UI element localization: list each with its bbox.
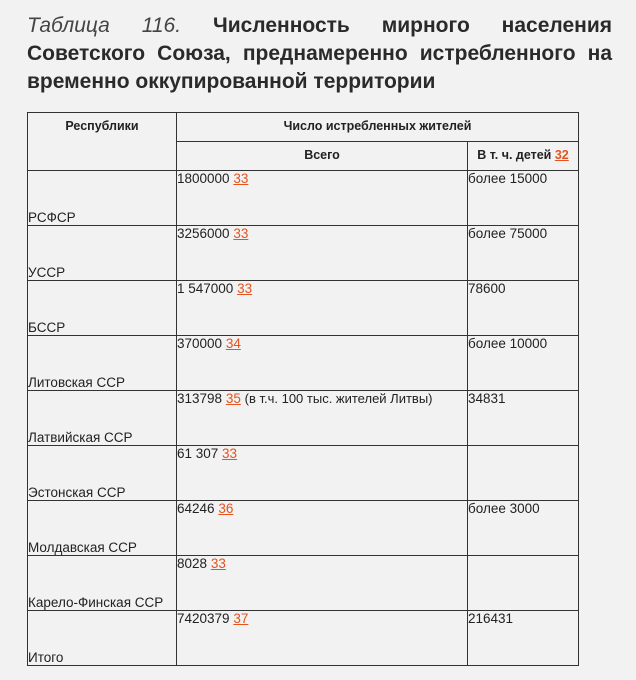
children-cell bbox=[468, 556, 579, 611]
header-republics: Республики bbox=[28, 113, 177, 171]
total-cell bbox=[177, 556, 468, 611]
total-cell bbox=[177, 611, 468, 666]
total-note: (в т.ч. 100 тыс. жителей Литвы) bbox=[244, 391, 433, 406]
total-value: 1800000 bbox=[177, 171, 230, 186]
republic-cell: Молдавская ССР bbox=[28, 501, 177, 556]
republic-cell: Карело-Финская ССР bbox=[28, 556, 177, 611]
children-cell: 78600 bbox=[468, 281, 579, 336]
footnote-link[interactable]: 33 bbox=[237, 281, 253, 296]
republic-cell: Итого bbox=[28, 611, 177, 666]
table-row bbox=[28, 501, 579, 556]
footnote-link[interactable]: 33 bbox=[233, 226, 249, 241]
table-row bbox=[28, 611, 579, 666]
table-body bbox=[28, 171, 579, 666]
children-cell bbox=[468, 446, 579, 501]
total-cell bbox=[177, 391, 468, 446]
table-row bbox=[28, 391, 579, 446]
republic-cell: УССР bbox=[28, 226, 177, 281]
total-value: 64246 bbox=[177, 501, 215, 516]
footnote-link[interactable]: 37 bbox=[233, 611, 249, 626]
caption-prefix: Таблица 116. bbox=[27, 14, 182, 37]
caption-title: Численность мирного населения Советского Союза, преднамеренно истребленного на временно оккупированной территории bbox=[27, 14, 612, 93]
total-value: 61 307 bbox=[177, 446, 223, 461]
header-children-label: В т. ч. детей bbox=[477, 148, 552, 162]
total-value: 370000 bbox=[177, 336, 223, 351]
table-row bbox=[28, 281, 579, 336]
total-cell bbox=[177, 446, 468, 501]
header-row bbox=[28, 113, 579, 142]
children-cell: более 15000 bbox=[468, 171, 579, 226]
total-cell bbox=[177, 226, 468, 281]
total-value: 1 547000 bbox=[177, 281, 238, 296]
footnote-link[interactable]: 33 bbox=[222, 446, 238, 461]
footnote-link[interactable]: 33 bbox=[210, 556, 226, 571]
footnote-link[interactable]: 33 bbox=[233, 171, 249, 186]
header-killed-group: Число истребленных жителей bbox=[177, 113, 579, 142]
total-cell bbox=[177, 336, 468, 391]
table-row bbox=[28, 336, 579, 391]
children-cell: 34831 bbox=[468, 391, 579, 446]
republic-cell: Латвийская ССР bbox=[28, 391, 177, 446]
total-value: 3256000 bbox=[177, 226, 234, 241]
republic-cell: Эстонская ССР bbox=[28, 446, 177, 501]
total-cell bbox=[177, 501, 468, 556]
footnote-link[interactable]: 36 bbox=[218, 501, 234, 516]
total-value: 8028 bbox=[177, 556, 208, 571]
table-row bbox=[28, 446, 579, 501]
table-row bbox=[28, 556, 579, 611]
footnote-link[interactable]: 35 bbox=[225, 391, 241, 406]
children-cell: более 10000 bbox=[468, 336, 579, 391]
table-row bbox=[28, 226, 579, 281]
republic-cell: РСФСР bbox=[28, 171, 177, 226]
table-row bbox=[28, 171, 579, 226]
header-total: Всего bbox=[177, 142, 468, 171]
republic-cell: Литовская ССР bbox=[28, 336, 177, 391]
children-cell: более 75000 bbox=[468, 226, 579, 281]
total-value: 7420379 bbox=[177, 611, 230, 626]
footnote-link[interactable]: 32 bbox=[554, 148, 569, 162]
table-caption bbox=[27, 12, 612, 96]
children-cell: более 3000 bbox=[468, 501, 579, 556]
total-value: 313798 bbox=[177, 391, 223, 406]
header-children bbox=[468, 142, 579, 171]
total-cell bbox=[177, 281, 468, 336]
republic-cell: БССР bbox=[28, 281, 177, 336]
children-cell: 216431 bbox=[468, 611, 579, 666]
footnote-link[interactable]: 34 bbox=[225, 336, 241, 351]
victims-table bbox=[27, 112, 579, 666]
total-cell bbox=[177, 171, 468, 226]
